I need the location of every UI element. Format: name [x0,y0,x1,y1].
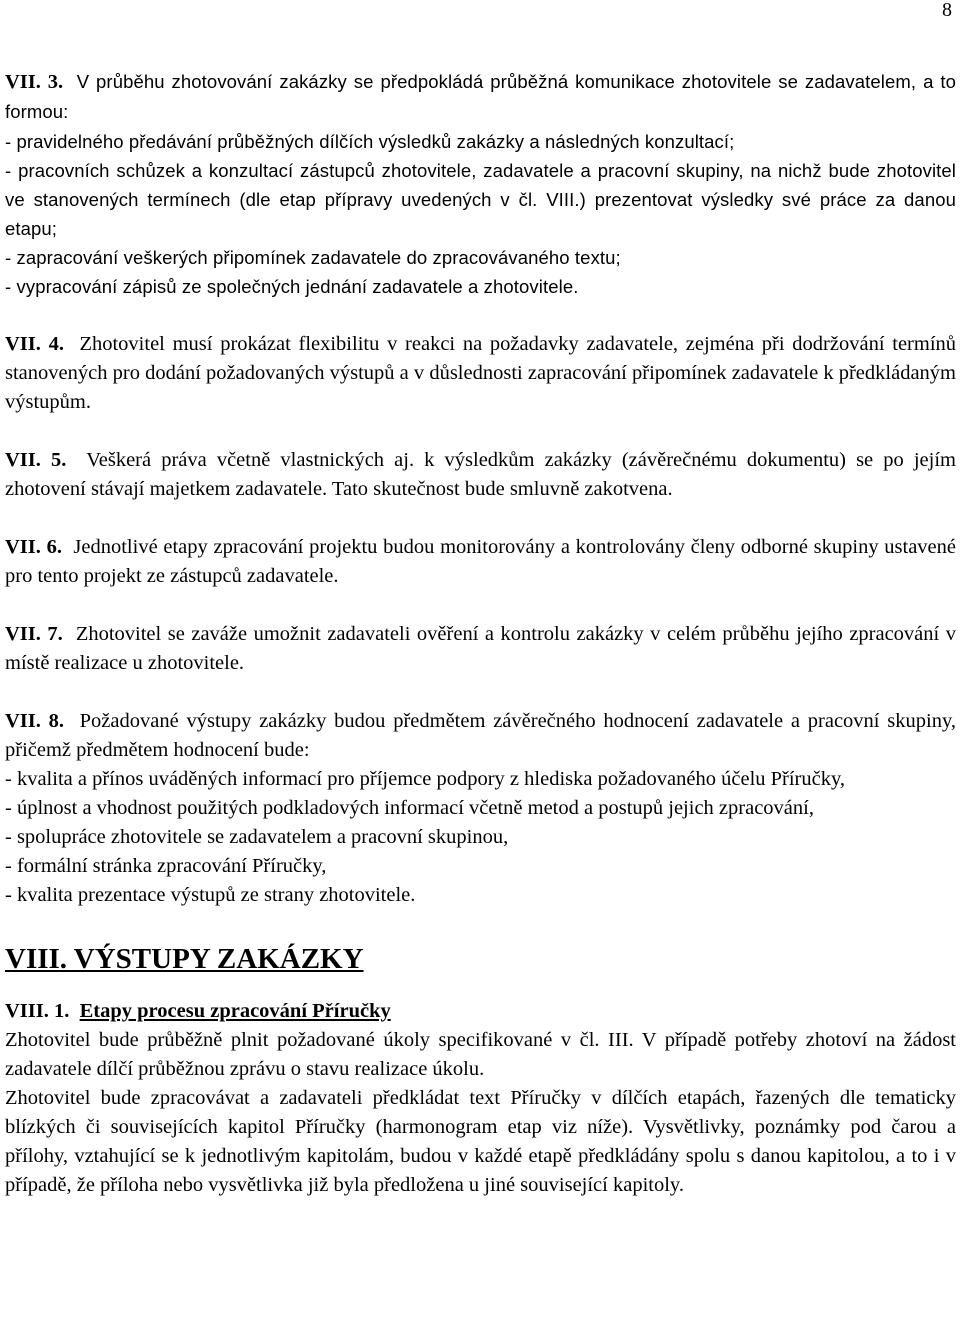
section-vii-6 [5,533,956,591]
section-vii-5 [5,446,956,504]
section-heading: VIII. VÝSTUPY ZAKÁZKY [5,943,364,975]
paragraph-text: Zhotovitel bude zpracovávat a zadavateli předkládat text Příručky v dílčích etapách, řazených dle tematicky blízkých či souvisejících kapitol Příručky (harmonogram etap viz níže). Vysvětlivky, poznámky pod čarou a přílohy, vztahující se k jednotlivým kapitolám, budou v každé etapě předkládány spolu s danou kapitolou, a to i v případě, že příloha nebo vysvětlivka již byla předložena u jiné související kapitoly. [5,1087,956,1196]
section-number: VII. 7. [5,623,63,645]
paragraph-text: Požadované výstupy zakázky budou předmětem závěrečného hodnocení zadavatele a pracovní skupiny, přičemž předmětem hodnocení bude: [5,710,956,761]
paragraph-text: Veškerá práva včetně vlastnických aj. k výsledkům zakázky (závěrečnému dokumentu) se po jejím zhotovení stávají majetkem zadavatele. Tato skutečnost bude smluvně zakotvena. [5,449,956,500]
list-item: - pravidelného předávání průběžných dílčích výsledků zakázky a následných konzultací; [5,131,735,152]
section-vii-6-text [5,533,956,591]
paragraph-text: Zhotovitel se zaváže umožnit zadavateli ověření a kontrolu zakázky v celém průběhu jejího zpracování v místě realizace u zhotovitele. [5,623,957,674]
section-viii-1 [5,997,956,1200]
paragraph-text: Jednotlivé etapy zpracování projektu budou monitorovány a kontrolovány členy odborné skupiny ustavené pro tento projekt ze zástupců zadavatele. [5,536,957,587]
section-vii-3-intro [5,67,956,127]
section-number: VII. 3. [5,71,64,93]
list-item: - kvalita prezentace výstupů ze strany zhotovitele. [5,884,416,906]
list-item: - pracovních schůzek a konzultací zástupců zhotovitele, zadavatele a pracovní skupiny, na nichž bude zhotovitel ve stanovených termínech (dle etap přípravy uvedených v čl. VIII.) prezentovat výsledky své práce za danou etapu; [5,160,956,239]
paragraph-text: V průběhu zhotovování zakázky se předpokládá průběžná komunikace zhotovitele se zadavatelem, a to formou: [5,71,957,122]
subsection-number: VIII. 1. [5,1000,70,1022]
list-item: - vypracování zápisů ze společných jednání zadavatele a zhotovitele. [5,276,579,297]
list-item: - formální stránka zpracování Příručky, [5,855,327,877]
list-item: - spolupráce zhotovitele se zadavatelem a pracovní skupinou, [5,826,509,848]
list-item: - kvalita a přínos uváděných informací pro příjemce podpory z hlediska požadovaného účelu Příručky, [5,768,846,790]
section-number: VII. 5. [5,449,67,471]
section-vii-3 [5,67,956,301]
list-item: - zapracování veškerých připomínek zadavatele do zpracovávaného textu; [5,247,621,268]
subsection-title: Etapy procesu zpracování Příručky [79,1000,391,1022]
subsection-heading [5,997,956,1026]
section-vii-8 [5,707,956,910]
page-number: 8 [942,0,952,21]
section-vii-7-text [5,620,956,678]
section-vii-7 [5,620,956,678]
paragraph-text: Zhotovitel musí prokázat flexibilitu v reakci na požadavky zadavatele, zejména při dodržování termínů stanovených pro dodání požadovaných výstupů a v důslednosti zapracování připomínek zadavatele k předkládaným výstupům. [5,333,957,413]
section-vii-5-text [5,446,956,504]
section-number: VII. 8. [5,710,65,732]
document-body [5,67,956,1200]
paragraph-text: Zhotovitel bude průběžně plnit požadované úkoly specifikované v čl. III. V případě potřeby zhotoví na žádost zadavatele dílčí průběžnou zprávu o stavu realizace úkolu. [5,1029,956,1080]
section-number: VII. 6. [5,536,62,558]
list-item: - úplnost a vhodnost použitých podkladových informací včetně metod a postupů jejich zpracování, [5,797,814,819]
section-vii-8-intro [5,707,956,765]
section-number: VII. 4. [5,333,64,355]
section-vii-4-text [5,330,956,417]
section-vii-4 [5,330,956,417]
